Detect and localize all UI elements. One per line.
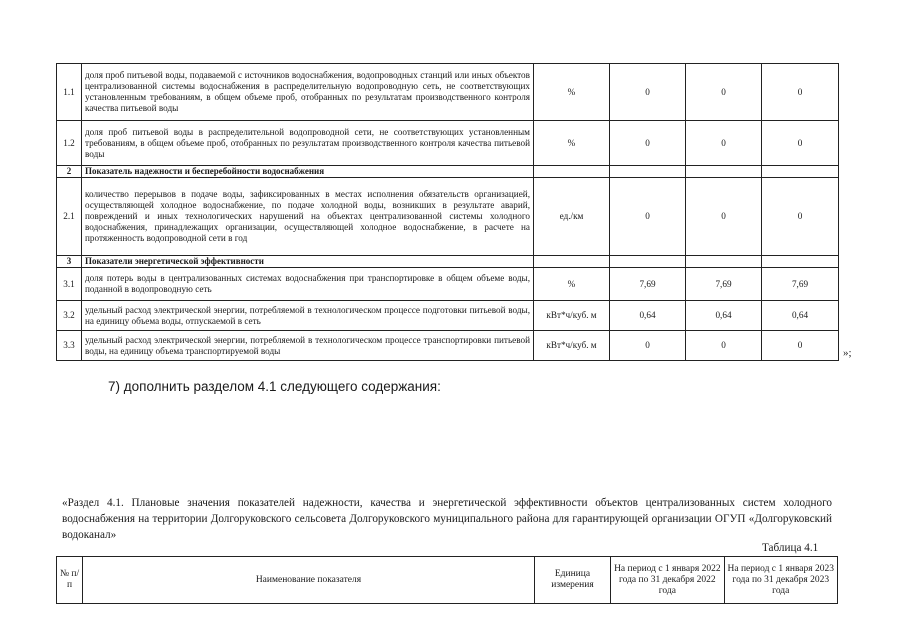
header-unit: Единица измерения xyxy=(534,557,610,604)
indicators-table xyxy=(56,63,839,361)
value-cell: 0 xyxy=(686,178,762,256)
indicator-description: удельный расход электрической энергии, потребляемой в технологическом процессе подготовки питьевой воды, на единицу объема воды, отпускаемой в сеть xyxy=(82,301,534,331)
value-cell: 0,64 xyxy=(610,301,686,331)
value-cell: 0 xyxy=(762,331,839,361)
value-cell: 0 xyxy=(686,64,762,121)
unit-cell: ед./км xyxy=(534,178,610,256)
indicator-description: доля потерь воды в централизованных системах водоснабжения при транспортировке в общем объеме воды, поданной в водопроводную сеть xyxy=(82,268,534,301)
section-title: Показатель надежности и бесперебойности водоснабжения xyxy=(82,166,534,178)
header-indicator-name: Наименование показателя xyxy=(83,557,535,604)
table-row xyxy=(57,301,839,331)
value-cell: 0 xyxy=(762,178,839,256)
table-row xyxy=(57,64,839,121)
value-cell: 7,69 xyxy=(686,268,762,301)
table-row xyxy=(57,121,839,166)
section-title: Показатели энергетической эффективности xyxy=(82,256,534,268)
header-row xyxy=(57,557,838,604)
unit-cell: % xyxy=(534,121,610,166)
unit-cell: % xyxy=(534,268,610,301)
section-row xyxy=(57,256,839,268)
table-label: Таблица 4.1 xyxy=(762,542,819,554)
header-number: № п/п xyxy=(57,557,83,604)
amendment-item: 7) дополнить разделом 4.1 следующего содержания: xyxy=(108,379,441,394)
indicator-description: доля проб питьевой воды в распределительной водопроводной сети, не соответствующих установленным требованиям, в общем объеме проб, отобранных по результатам производственного контроля качества питьевой воды xyxy=(82,121,534,166)
table-row xyxy=(57,268,839,301)
value-cell: 7,69 xyxy=(610,268,686,301)
value-cell: 0 xyxy=(610,331,686,361)
row-number: 1.2 xyxy=(57,121,82,166)
indicator-description: доля проб питьевой воды, подаваемой с источников водоснабжения, водопроводных станций или иных объектов централизованной системы водоснабжения в распределительную водопроводную сеть, не соответствующих установленным требованиям, в общем объеме проб, отобранных по результатам производственного контроля качества питьевой воды xyxy=(82,64,534,121)
value-cell: 0 xyxy=(762,121,839,166)
value-cell: 0,64 xyxy=(686,301,762,331)
indicator-description: количество перерывов в подаче воды, зафиксированных в местах исполнения обязательств организацией, осуществляющей холодное водоснабжение, по подаче холодной воды, возникших в результате аварий, повреждений и иных технологических нарушений на объектах централизованной системы холодного водоснабжения, принадлежащих организации, осуществляющей холодное водоснабжение, в расчете на протяженность водопроводной сети в год xyxy=(82,178,534,256)
row-number: 1.1 xyxy=(57,64,82,121)
value-cell: 0,64 xyxy=(762,301,839,331)
section-row xyxy=(57,166,839,178)
value-cell: 7,69 xyxy=(762,268,839,301)
unit-cell: кВт*ч/куб. м xyxy=(534,301,610,331)
unit-cell: % xyxy=(534,64,610,121)
table-row xyxy=(57,178,839,256)
closing-quote: »; xyxy=(843,347,852,359)
value-cell: 0 xyxy=(610,121,686,166)
value-cell: 0 xyxy=(686,121,762,166)
row-number: 3.1 xyxy=(57,268,82,301)
planned-values-table xyxy=(56,556,838,604)
header-period-2023: На период с 1 января 2023 года по 31 декабря 2023 года xyxy=(724,557,837,604)
value-cell: 0 xyxy=(610,178,686,256)
section-number: 2 xyxy=(57,166,82,178)
row-number: 2.1 xyxy=(57,178,82,256)
section-heading: «Раздел 4.1. Плановые значения показателей надежности, качества и энергетической эффективности объектов централизованных систем холодного водоснабжения на территории Долгоруковского сельсовета Долгоруковского муниципального района для гарантирующей организации ОГУП «Долгоруковский водоканал» xyxy=(62,497,832,541)
indicator-description: удельный расход электрической энергии, потребляемой в технологическом процессе транспортировки питьевой воды, на единицу объема транспортируемой воды xyxy=(82,331,534,361)
table-row xyxy=(57,331,839,361)
unit-cell: кВт*ч/куб. м xyxy=(534,331,610,361)
value-cell: 0 xyxy=(686,331,762,361)
value-cell: 0 xyxy=(762,64,839,121)
header-period-2022: На период с 1 января 2022 года по 31 декабря 2022 года xyxy=(611,557,724,604)
section-number: 3 xyxy=(57,256,82,268)
value-cell: 0 xyxy=(610,64,686,121)
row-number: 3.2 xyxy=(57,301,82,331)
row-number: 3.3 xyxy=(57,331,82,361)
